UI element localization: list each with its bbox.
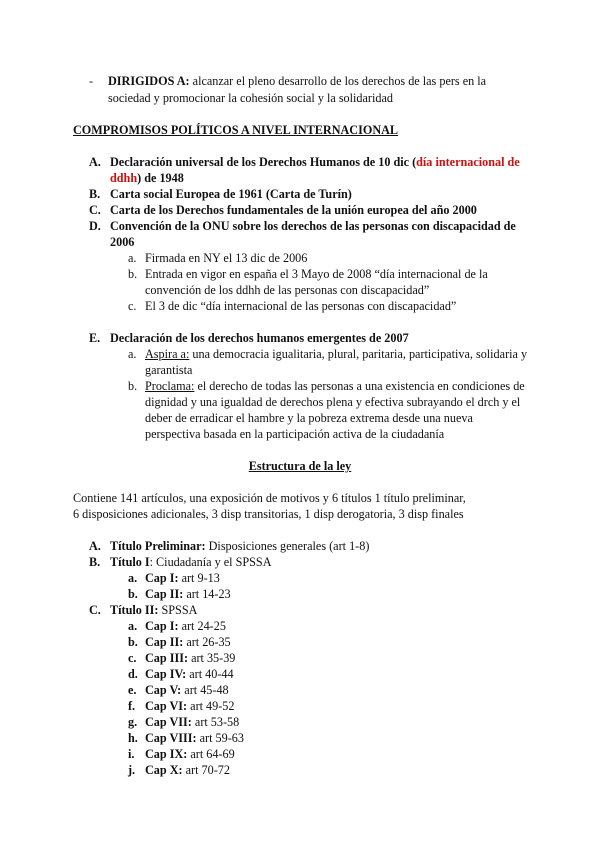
titulo-preliminar-text: Disposiciones generales (art 1-8) — [205, 539, 370, 553]
cap-label: Cap VI: — [145, 699, 188, 713]
cap-label: Cap V: — [145, 683, 182, 697]
ley-c-cap-marker: e. — [128, 683, 137, 697]
estructura-heading-row — [0, 458, 600, 474]
ley-c-cap-marker: i. — [128, 747, 135, 761]
ley-c-line — [110, 602, 197, 618]
item-b-marker: B. — [89, 187, 101, 201]
ley-c-cap — [145, 650, 235, 666]
item-a-red-text-1: día internacional de — [416, 155, 520, 169]
ley-b-cap-a-marker: a. — [128, 571, 138, 585]
ley-b-line — [110, 554, 272, 570]
ley-c-cap — [145, 714, 239, 730]
cap-text: art 9-13 — [178, 571, 220, 585]
cap-text: art 45-48 — [181, 683, 229, 697]
ley-c-cap — [145, 666, 234, 682]
estructura-paragraph-1: Contiene 141 artículos, una exposición de motivos y 6 títulos 1 título preliminar, — [73, 491, 466, 505]
cap-label: Cap VII: — [145, 715, 192, 729]
item-d-sub-a-marker: a. — [128, 251, 137, 265]
cap-label: Cap VIII: — [145, 731, 197, 745]
item-a-line-1 — [110, 154, 520, 170]
ley-c-cap-marker: h. — [128, 731, 138, 745]
titulo-ii-label: Título II: — [110, 603, 159, 617]
ley-c-cap — [145, 634, 231, 650]
item-a-red-text-2: ddhh — [110, 171, 138, 185]
item-e-sub-a-marker: a. — [128, 347, 137, 361]
titulo-preliminar-label: Título Preliminar: — [110, 539, 206, 553]
cap-text: art 53-58 — [191, 715, 240, 729]
ley-c-cap-marker: g. — [128, 715, 138, 729]
item-a-line-2 — [110, 170, 184, 186]
item-e-sub-b-line-3: deber de erradicar el hambre y la pobreza extrema desde una nueva — [145, 411, 473, 425]
item-d-sub-b-text-1: Entrada en vigor en españa el 3 Mayo de 2008 “día internacional de la — [145, 267, 488, 281]
item-e-sub-a-line-1 — [145, 346, 527, 362]
titulo-ii-text: SPSSA — [158, 603, 198, 617]
item-e-text: Declaración de los derechos humanos emergentes de 2007 — [110, 331, 409, 345]
item-e-marker: E. — [89, 331, 101, 345]
ley-c-cap-marker: c. — [128, 651, 137, 665]
item-e-sub-b-line-4: perspectiva basada en la participación activa de la ciudadanía — [145, 427, 445, 441]
ley-c-cap-marker: f. — [128, 699, 136, 713]
item-a-text: Declaración universal de los Derechos Humanos de 10 dic ( — [110, 155, 417, 169]
ley-c-cap — [145, 682, 229, 698]
cap-text: art 35-39 — [188, 651, 236, 665]
item-d-line-1: Convención de la ONU sobre los derechos de las personas con discapacidad de — [110, 219, 516, 233]
intro-bullet: - — [89, 74, 94, 88]
cap-label: Cap II: — [145, 635, 184, 649]
compromisos-heading: COMPROMISOS POLÍTICOS A NIVEL INTERNACIONAL — [73, 123, 399, 137]
cap-label: Cap I: — [145, 619, 179, 633]
cap-text: art 40-44 — [186, 667, 234, 681]
cap-label: Cap X: — [145, 763, 183, 777]
item-d-line-2: 2006 — [110, 235, 135, 249]
item-d-sub-c-text: El 3 de dic “día internacional de las personas con discapacidad” — [145, 299, 457, 313]
item-e-sub-b-marker: b. — [128, 379, 138, 393]
item-b-text: Carta social Europea de 1961 (Carta de Turín) — [110, 187, 352, 201]
item-d-sub-b-text-2: convención de los ddhh de las personas con discapacidad” — [145, 283, 430, 297]
ley-c-cap-marker: j. — [128, 763, 136, 777]
proclama-text: el derecho de todas las personas a una existencia en condiciones de — [194, 379, 525, 393]
item-e-sub-a-line-2: garantista — [145, 363, 193, 377]
ley-c-cap — [145, 618, 226, 634]
cap-text: art 24-25 — [178, 619, 226, 633]
estructura-heading: Estructura de la ley — [248, 459, 352, 473]
cap-label: Cap III: — [145, 651, 189, 665]
cap-text: art 26-35 — [183, 635, 231, 649]
titulo-i-label: Título I — [110, 555, 150, 569]
ley-b-cap-b — [145, 586, 231, 602]
cap-label: Cap I: — [145, 571, 179, 585]
ley-c-cap-marker: a. — [128, 619, 138, 633]
item-e-sub-b-line-1 — [145, 378, 525, 394]
item-d-sub-a-text: Firmada en NY el 13 dic de 2006 — [145, 251, 308, 265]
ley-c-cap — [145, 746, 235, 762]
ley-c-marker: C. — [89, 603, 101, 617]
ley-c-cap-marker: d. — [128, 667, 138, 681]
ley-b-cap-b-marker: b. — [128, 587, 138, 601]
ley-a-line — [110, 538, 369, 554]
ley-c-cap — [145, 698, 235, 714]
estructura-paragraph-2: 6 disposiciones adicionales, 3 disp transitorias, 1 disp derogatoria, 3 disp finales — [73, 507, 464, 521]
item-a-marker: A. — [89, 155, 101, 169]
ley-b-marker: B. — [89, 555, 101, 569]
intro-text-1: alcanzar el pleno desarrollo de los derechos de las pers en la — [189, 74, 487, 88]
intro-label: DIRIGIDOS A: — [108, 74, 190, 88]
ley-c-cap — [145, 730, 244, 746]
item-c-marker: C. — [89, 203, 101, 217]
cap-text: art 64-69 — [187, 747, 235, 761]
item-d-sub-c-marker: c. — [128, 299, 137, 313]
intro-line-2: sociedad y promocionar la cohesión social y la solidaridad — [108, 91, 393, 105]
cap-text: art 14-23 — [183, 587, 231, 601]
aspira-text: una democracia igualitaria, plural, paritaria, participativa, solidaria y — [189, 347, 528, 361]
cap-text: art 59-63 — [196, 731, 244, 745]
item-e-sub-b-line-2: dignidad y una igualdad de derechos plena y efectiva subrayando el drch y el — [145, 395, 521, 409]
cap-label: Cap IV: — [145, 667, 187, 681]
item-d-sub-b-marker: b. — [128, 267, 138, 281]
cap-label: Cap II: — [145, 587, 184, 601]
item-d-marker: D. — [89, 219, 101, 233]
cap-text: art 49-52 — [187, 699, 235, 713]
item-c-text: Carta de los Derechos fundamentales de la unión europea del año 2000 — [110, 203, 477, 217]
ley-a-marker: A. — [89, 539, 101, 553]
ley-c-cap-marker: b. — [128, 635, 138, 649]
item-a-text-2: ) de 1948 — [137, 171, 184, 185]
proclama-label: Proclama: — [145, 379, 195, 393]
cap-label: Cap IX: — [145, 747, 188, 761]
aspira-label: Aspira a: — [145, 347, 190, 361]
titulo-i-text: : Ciudadanía y el SPSSA — [149, 555, 272, 569]
ley-b-cap-a — [145, 570, 220, 586]
ley-c-cap — [145, 762, 230, 778]
cap-text: art 70-72 — [182, 763, 230, 777]
intro-line-1 — [108, 73, 486, 89]
